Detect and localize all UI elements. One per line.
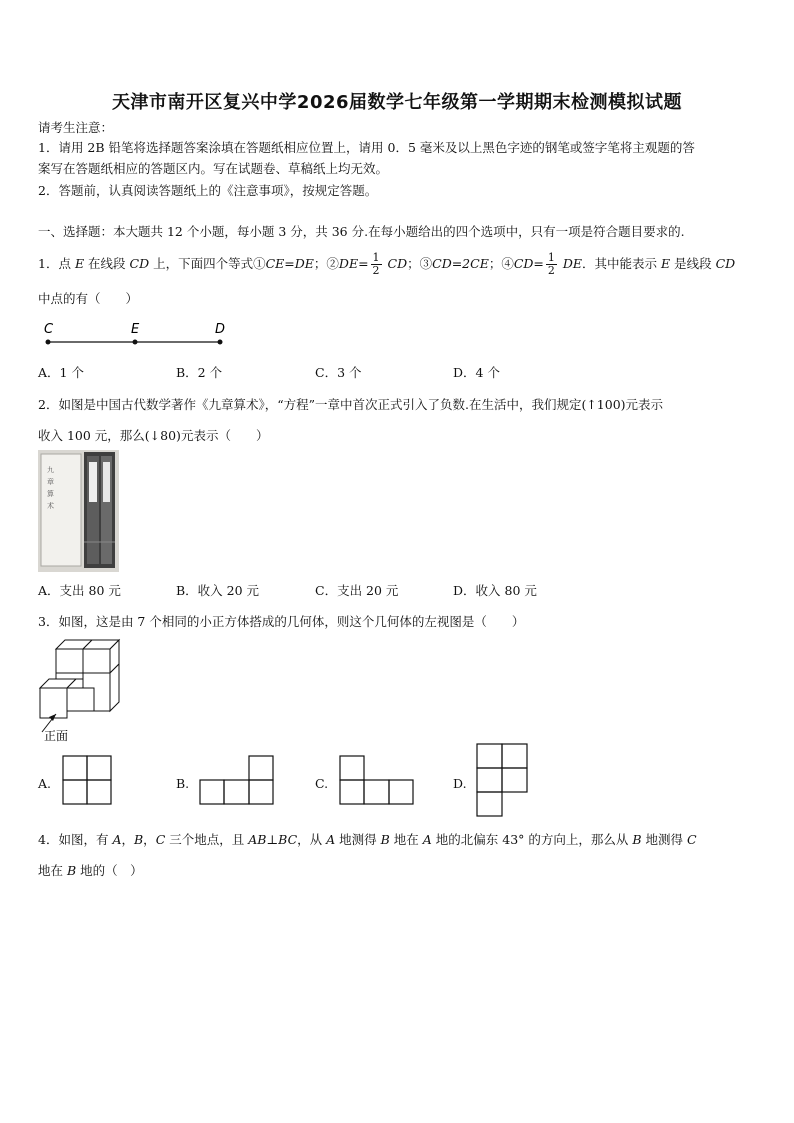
front-label: 正面 (44, 729, 69, 742)
q3-cube-figure (36, 636, 136, 742)
q3-option-c-letter: C. (315, 776, 329, 791)
svg-text:术: 术 (47, 502, 54, 510)
q2-option-b: B．收入 20 元 (176, 583, 260, 598)
q3-option-d-view (476, 743, 530, 819)
point-c (46, 340, 51, 345)
q4-stem-line2: 地在 B 地的（ ） (38, 863, 143, 878)
notice-line-1b: 案写在答题纸相应的答题区内。写在试题卷、草稿纸上均无效。 (38, 161, 389, 176)
q2-option-c: C．支出 20 元 (315, 583, 399, 598)
svg-text:九: 九 (47, 466, 54, 474)
svg-text:算: 算 (47, 490, 54, 498)
notice-line-1a: 1．请用 2B 铅笔将选择题答案涂填在答题纸相应位置上，请用 0．5 毫米及以上黑色字迹的钢笔或签字笔将主观题的答 (38, 140, 695, 155)
label-d: D (215, 322, 226, 337)
q3-option-a-letter: A. (38, 776, 52, 791)
section-heading: 一、选择题：本大题共 12 个小题，每小题 3 分，共 36 分.在每小题给出的四个选项中，只有一项是符合题目要求的. (38, 224, 685, 239)
q3-option-a-view (62, 755, 114, 807)
q3-option-b-view (199, 755, 277, 807)
q3-stem: 3．如图，这是由 7 个相同的小正方体搭成的几何体，则这个几何体的左视图是（ ） (38, 614, 525, 629)
notice-heading: 请考生注意： (38, 120, 114, 135)
fraction-half: $\frac{1}{2}$ (372, 251, 380, 277)
q1-option-a: A．1 个 (38, 365, 84, 380)
label-c: C (44, 322, 54, 337)
q1-option-c: C．3 个 (315, 365, 362, 380)
q2-stem-line1: 2．如图是中国古代数学著作《九章算术》，“方程”一章中首次正式引入了负数.在生活中，我们规定(↑100)元表示 (38, 397, 664, 412)
q2-option-a: A．支出 80 元 (38, 583, 121, 598)
q2-option-d: D．收入 80 元 (453, 583, 537, 598)
q3-option-b-letter: B. (176, 776, 190, 791)
book-photo (38, 450, 119, 572)
q3-option-d-letter: D. (453, 776, 467, 791)
fraction-half: $\frac{1}{2}$ (547, 251, 555, 277)
q1-stem-line2: 中点的有（ ） (38, 291, 139, 306)
q1-segment-figure (36, 318, 236, 350)
svg-text:章: 章 (47, 478, 54, 486)
q4-stem-line1: 4．如图，有 A，B，C 三个地点，且 AB⊥BC，从 A 地测得 B 地在 A 地的北偏东 43° 的方向上，那么从 B 地测得 C (38, 832, 697, 847)
point-d (218, 340, 223, 345)
point-e (133, 340, 138, 345)
q1-option-b: B．2 个 (176, 365, 223, 380)
q2-stem-line2: 收入 100 元，那么(↓80)元表示（ ） (38, 428, 269, 443)
notice-line-2: 2．答题前，认真阅读答题纸上的《注意事项》，按规定答题。 (38, 183, 378, 198)
page-title: 天津市南开区复兴中学2026届数学七年级第一学期期末检测模拟试题 (111, 92, 683, 113)
label-e: E (131, 322, 140, 337)
q3-option-c-view (339, 755, 417, 807)
q1-option-d: D．4 个 (453, 365, 500, 380)
q1-stem-line1: 1．点 E 在线段 CD 上，下面四个等式①CE=DE；②DE= $\frac{1}{2}$ CD；③CD=2CE；④CD= $\frac{1}{2}$ DE．其中能表示 E 是线段 CD (38, 251, 736, 277)
